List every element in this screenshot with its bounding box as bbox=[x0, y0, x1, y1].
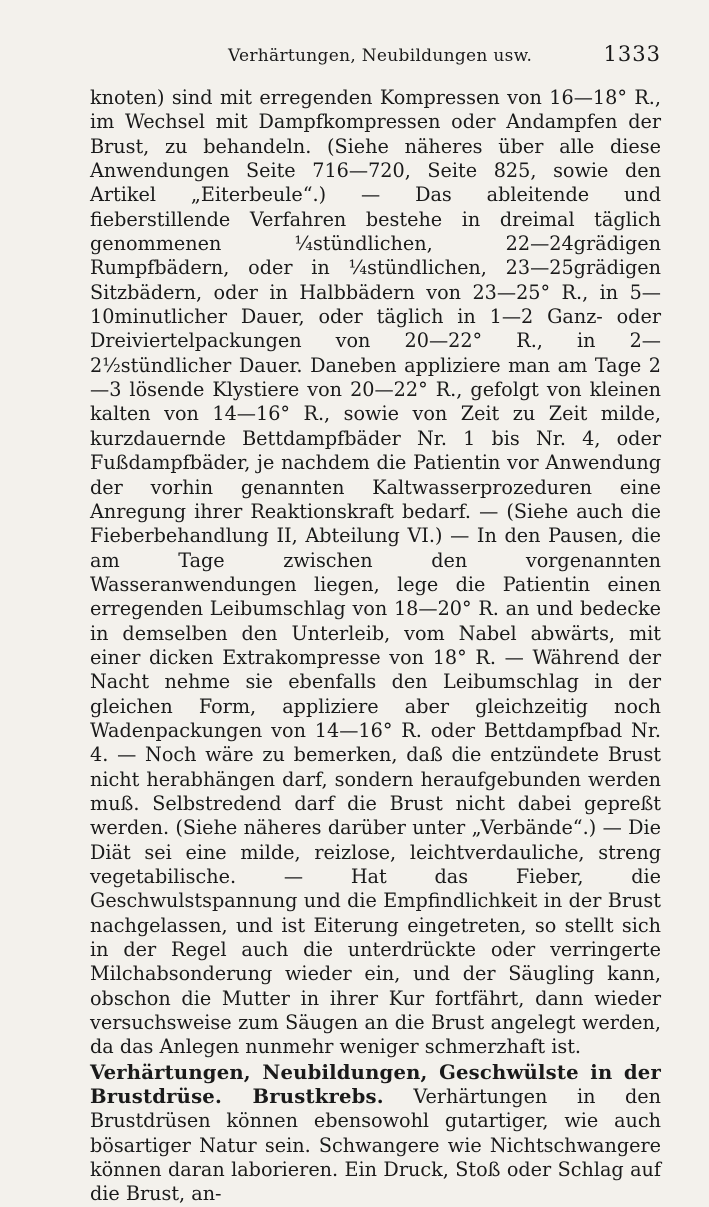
section-text: Verhärtungen in den Brustdrüsen können ebensowohl gutartiger, wie auch bösartiger Natur sein. Schwangere wie Nichtschwangere können daran laborieren. Ein Druck, Stoß oder Schlag auf die Brust, an- bbox=[90, 1085, 661, 1206]
section-heading: Verhärtungen, Neubildungen, Geschwülste in der Brustdrüse. Brustkrebs. bbox=[90, 1060, 661, 1109]
running-head bbox=[90, 38, 661, 78]
paragraph: knoten) sind mit erregenden Kompressen von 16—18° R., im Wechsel mit Dampfkompressen oder Andampfen der Brust, zu behandeln. (Siehe näheres über alle diese Anwendungen Seite 716—720, Seite 825, sowie den Artikel „Eiterbeule“.) — Das ableitende und fieberstillende Verfahren bestehe in dreimal täglich genommenen ¼stündlichen, 22—24grädigen Rumpfbädern, oder in ¼stündlichen, 23—25grädigen Sitzbädern, oder in Halbbädern von 23—25° R., in 5—10minutlicher Dauer, oder täglich in 1—2 Ganz- oder Dreiviertelpackungen von 20—22° R., in 2—2½stündlicher Dauer. Daneben appliziere man am Tage 2—3 lösende Klystiere von 20—22° R., gefolgt von kleinen kalten von 14—16° R., sowie von Zeit zu Zeit milde, kurzdauernde Bettdampfbäder Nr. 1 bis Nr. 4, oder Fußdampfbäder, je nachdem die Patientin vor Anwendung der vorhin genannten Kaltwasserprozeduren eine Anregung ihrer Reaktionskraft bedarf. — (Siehe auch die Fieberbehandlung II, Abteilung VI.) — In den Pausen, die am Tage zwischen den vorgenannten Wasseranwendungen liegen, lege die Patientin einen erregenden Leibumschlag von 18—20° R. an und bedecke in demselben den Unterleib, vom Nabel abwärts, mit einer dicken Extrakompresse von 18° R. — Während der Nacht nehme sie ebenfalls den Leibumschlag in der gleichen Form, appliziere aber gleichzeitig noch Wadenpackungen von 14—16° R. oder Bettdampfbad Nr. 4. — Noch wäre zu bemerken, daß die entzündete Brust nicht herabhängen darf, sondern heraufgebunden werden muß. Selbstredend darf die Brust nicht dabei gepreßt werden. (Siehe näheres darüber unter „Verbände“.) — Die Diät sei eine milde, reizlose, leichtverdauliche, streng vegetabilische. — Hat das Fieber, die Geschwulstspannung und die Empfindlichkeit in der Brust nachgelassen, und ist Eiterung eingetreten, so stellt sich in der Regel auch die unterdrückte oder verringerte Milchabsonderung wieder ein, und der Säugling kann, obschon die Mutter in ihrer Kur fortfährt, dann wieder versuchsweise zum Säugen an die Brust angelegt werden, da das Anlegen nunmehr weniger schmerzhaft ist. bbox=[90, 86, 661, 1059]
running-title: Verhärtungen, Neubildungen usw. bbox=[228, 46, 533, 66]
body-text bbox=[90, 86, 661, 1207]
page-number: 1333 bbox=[603, 42, 661, 66]
section-paragraph bbox=[90, 1061, 661, 1207]
